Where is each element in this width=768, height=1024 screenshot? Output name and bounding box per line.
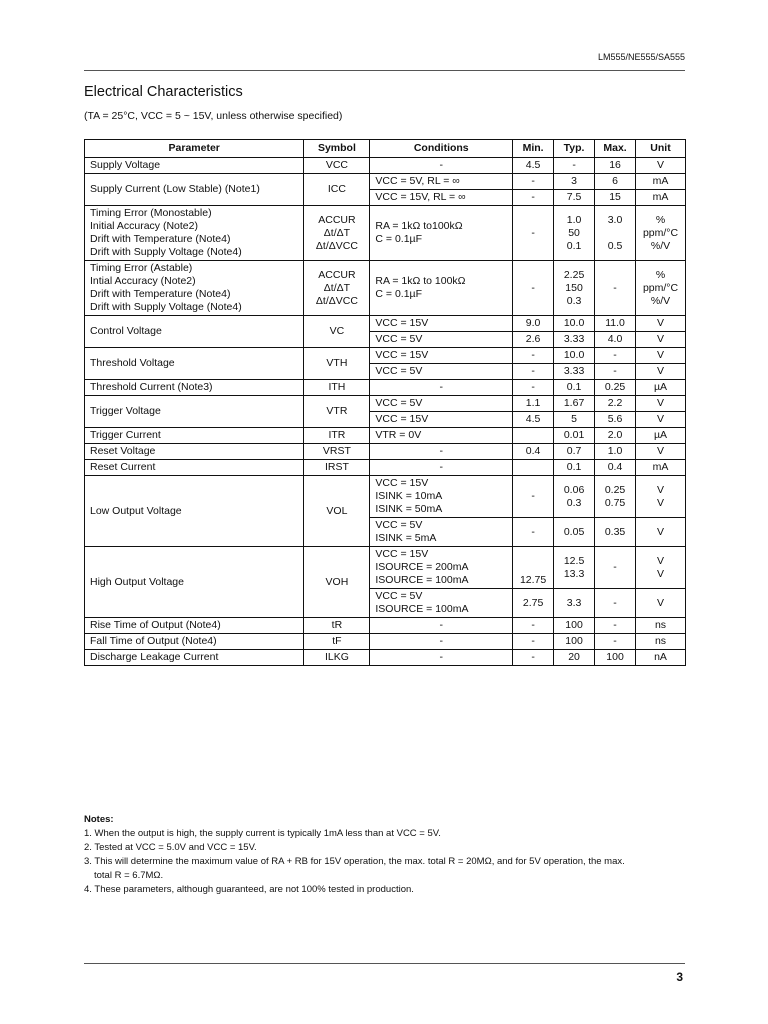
cell-unit: V bbox=[636, 412, 686, 428]
electrical-characteristics-table bbox=[84, 139, 686, 666]
table-row bbox=[85, 174, 686, 190]
cell-typ: 7.5 bbox=[554, 190, 595, 206]
cell-max: - bbox=[595, 634, 636, 650]
table-row bbox=[85, 460, 686, 476]
cell-conditions: VCC = 5V bbox=[370, 332, 513, 348]
cell-unit: µA bbox=[636, 428, 686, 444]
cell-max: 2.2 bbox=[595, 396, 636, 412]
header-rule bbox=[84, 70, 685, 71]
table-row bbox=[85, 316, 686, 332]
cell-max: 16 bbox=[595, 158, 636, 174]
cell-unit: V bbox=[636, 396, 686, 412]
cell-conditions: VCC = 15V, RL = ∞ bbox=[370, 190, 513, 206]
cell-parameter: Supply Voltage bbox=[85, 158, 304, 174]
cell-parameter: Supply Current (Low Stable) (Note1) bbox=[85, 174, 304, 206]
cell-symbol: VTH bbox=[304, 348, 370, 380]
cell-symbol: ITH bbox=[304, 380, 370, 396]
cell-min: 0.4 bbox=[513, 444, 554, 460]
cell-typ: 3 bbox=[554, 174, 595, 190]
cell-min: - bbox=[513, 380, 554, 396]
page-title: Electrical Characteristics bbox=[84, 84, 243, 100]
part-reference: LM555/NE555/SA555 bbox=[597, 52, 685, 62]
cell-conditions: VCC = 5V bbox=[370, 364, 513, 380]
cell-max: 15 bbox=[595, 190, 636, 206]
cell-min: 4.5 bbox=[513, 412, 554, 428]
cell-symbol: ILKG bbox=[304, 650, 370, 666]
cell-min: 9.0 bbox=[513, 316, 554, 332]
cell-max: - bbox=[595, 261, 636, 316]
header-symbol: Symbol bbox=[304, 140, 370, 158]
table-row bbox=[85, 348, 686, 364]
cell-min: - bbox=[513, 190, 554, 206]
cell-symbol: ACCUR Δt/ΔT Δt/ΔVCC bbox=[304, 261, 370, 316]
table-row bbox=[85, 261, 686, 316]
cell-min bbox=[513, 460, 554, 476]
cell-typ: 0.01 bbox=[554, 428, 595, 444]
cell-max: 11.0 bbox=[595, 316, 636, 332]
cell-min: - bbox=[513, 261, 554, 316]
cell-symbol: VCC bbox=[304, 158, 370, 174]
cell-unit: µA bbox=[636, 380, 686, 396]
cell-conditions: VCC = 15V bbox=[370, 412, 513, 428]
header-min: Min. bbox=[513, 140, 554, 158]
cell-symbol: ITR bbox=[304, 428, 370, 444]
cell-typ: 1.67 bbox=[554, 396, 595, 412]
cell-symbol: VRST bbox=[304, 444, 370, 460]
cell-unit: ns bbox=[636, 618, 686, 634]
cell-typ: 10.0 bbox=[554, 316, 595, 332]
cell-conditions: VCC = 15V bbox=[370, 316, 513, 332]
cell-min: - bbox=[513, 364, 554, 380]
cell-parameter: Threshold Voltage bbox=[85, 348, 304, 380]
cell-conditions: - bbox=[370, 618, 513, 634]
cell-min: - bbox=[513, 206, 554, 261]
cell-typ: 10.0 bbox=[554, 348, 595, 364]
cell-min bbox=[513, 428, 554, 444]
cell-typ: 0.06 0.3 bbox=[554, 476, 595, 518]
conditions-line: (TA = 25°C, VCC = 5 ~ 15V, unless otherwise specified) bbox=[84, 110, 343, 122]
table-header-row bbox=[85, 140, 686, 158]
cell-unit: V bbox=[636, 158, 686, 174]
table-row bbox=[85, 476, 686, 518]
cell-max: 0.25 0.75 bbox=[595, 476, 636, 518]
note-3-continued: total R = 6.7MΩ. bbox=[94, 870, 164, 881]
cell-parameter: Reset Voltage bbox=[85, 444, 304, 460]
cell-max: - bbox=[595, 589, 636, 618]
cell-unit: mA bbox=[636, 460, 686, 476]
cell-typ: 20 bbox=[554, 650, 595, 666]
cell-unit: V bbox=[636, 332, 686, 348]
cell-max: 2.0 bbox=[595, 428, 636, 444]
table-row bbox=[85, 634, 686, 650]
cell-conditions: - bbox=[370, 634, 513, 650]
cell-typ: 5 bbox=[554, 412, 595, 428]
cell-parameter: Fall Time of Output (Note4) bbox=[85, 634, 304, 650]
cell-unit: V bbox=[636, 364, 686, 380]
table-row bbox=[85, 158, 686, 174]
cell-unit: V bbox=[636, 444, 686, 460]
cell-typ: 1.0 50 0.1 bbox=[554, 206, 595, 261]
cell-parameter: Trigger Voltage bbox=[85, 396, 304, 428]
cell-max: 0.4 bbox=[595, 460, 636, 476]
header-typ: Typ. bbox=[554, 140, 595, 158]
cell-conditions: VCC = 15V bbox=[370, 348, 513, 364]
cell-min: 4.5 bbox=[513, 158, 554, 174]
cell-min: 12.75 bbox=[513, 547, 554, 589]
cell-max: 6 bbox=[595, 174, 636, 190]
cell-min: 2.75 bbox=[513, 589, 554, 618]
cell-min: 1.1 bbox=[513, 396, 554, 412]
cell-conditions: VTR = 0V bbox=[370, 428, 513, 444]
cell-max: - bbox=[595, 547, 636, 589]
note-1: 1. When the output is high, the supply current is typically 1mA less than at VCC = 5V. bbox=[84, 828, 441, 839]
cell-typ: - bbox=[554, 158, 595, 174]
table-row bbox=[85, 396, 686, 412]
cell-typ: 100 bbox=[554, 618, 595, 634]
cell-conditions: VCC = 5V bbox=[370, 396, 513, 412]
cell-max: - bbox=[595, 618, 636, 634]
cell-typ: 100 bbox=[554, 634, 595, 650]
cell-parameter: Reset Current bbox=[85, 460, 304, 476]
cell-unit: mA bbox=[636, 190, 686, 206]
table-row bbox=[85, 428, 686, 444]
cell-symbol: VTR bbox=[304, 396, 370, 428]
cell-min: - bbox=[513, 618, 554, 634]
cell-conditions: - bbox=[370, 460, 513, 476]
cell-min: - bbox=[513, 348, 554, 364]
cell-parameter: Discharge Leakage Current bbox=[85, 650, 304, 666]
cell-max: 4.0 bbox=[595, 332, 636, 348]
table-row bbox=[85, 650, 686, 666]
cell-conditions: - bbox=[370, 158, 513, 174]
cell-conditions: VCC = 5V ISOURCE = 100mA bbox=[370, 589, 513, 618]
cell-typ: 2.25 150 0.3 bbox=[554, 261, 595, 316]
cell-conditions: VCC = 15V ISINK = 10mA ISINK = 50mA bbox=[370, 476, 513, 518]
cell-parameter: Control Voltage bbox=[85, 316, 304, 348]
cell-unit: V V bbox=[636, 547, 686, 589]
cell-typ: 3.3 bbox=[554, 589, 595, 618]
cell-symbol: ICC bbox=[304, 174, 370, 206]
cell-min: - bbox=[513, 634, 554, 650]
notes-section bbox=[84, 813, 689, 897]
cell-typ: 0.7 bbox=[554, 444, 595, 460]
cell-conditions: VCC = 5V, RL = ∞ bbox=[370, 174, 513, 190]
header-max: Max. bbox=[595, 140, 636, 158]
cell-unit: mA bbox=[636, 174, 686, 190]
cell-conditions: - bbox=[370, 444, 513, 460]
cell-parameter: Timing Error (Monostable) Initial Accuracy (Note2) Drift with Temperature (Note4) Drift with Supply Voltage (Note4) bbox=[85, 206, 304, 261]
cell-conditions: - bbox=[370, 380, 513, 396]
table-row bbox=[85, 380, 686, 396]
cell-max: 0.25 bbox=[595, 380, 636, 396]
cell-typ: 12.5 13.3 bbox=[554, 547, 595, 589]
cell-conditions: VCC = 5V ISINK = 5mA bbox=[370, 518, 513, 547]
cell-unit: V bbox=[636, 348, 686, 364]
cell-conditions: RA = 1kΩ to 100kΩ C = 0.1µF bbox=[370, 261, 513, 316]
header-parameter: Parameter bbox=[85, 140, 304, 158]
cell-min: - bbox=[513, 518, 554, 547]
cell-unit: V bbox=[636, 589, 686, 618]
cell-typ: 0.1 bbox=[554, 460, 595, 476]
cell-parameter: Trigger Current bbox=[85, 428, 304, 444]
cell-parameter: Timing Error (Astable) Intial Accuracy (Note2) Drift with Temperature (Note4) Drift with Supply Voltage (Note4) bbox=[85, 261, 304, 316]
cell-typ: 3.33 bbox=[554, 364, 595, 380]
cell-unit: V V bbox=[636, 476, 686, 518]
note-3: 3. This will determine the maximum value of RA + RB for 15V operation, the max. total R = 20MΩ, and for 5V operation, the max. bbox=[84, 856, 625, 867]
cell-max: 0.35 bbox=[595, 518, 636, 547]
cell-max: - bbox=[595, 364, 636, 380]
cell-unit: % ppm/°C %/V bbox=[636, 206, 686, 261]
cell-symbol: ACCUR Δt/ΔT Δt/ΔVCC bbox=[304, 206, 370, 261]
cell-parameter: Rise Time of Output (Note4) bbox=[85, 618, 304, 634]
table-row bbox=[85, 444, 686, 460]
table-row bbox=[85, 618, 686, 634]
cell-typ: 0.1 bbox=[554, 380, 595, 396]
table-row bbox=[85, 547, 686, 589]
cell-symbol: VC bbox=[304, 316, 370, 348]
cell-typ: 3.33 bbox=[554, 332, 595, 348]
cell-conditions: VCC = 15V ISOURCE = 200mA ISOURCE = 100mA bbox=[370, 547, 513, 589]
cell-unit: % ppm/°C %/V bbox=[636, 261, 686, 316]
cell-unit: ns bbox=[636, 634, 686, 650]
cell-symbol: IRST bbox=[304, 460, 370, 476]
cell-min: 2.6 bbox=[513, 332, 554, 348]
cell-min: - bbox=[513, 650, 554, 666]
cell-symbol: tR bbox=[304, 618, 370, 634]
cell-min: - bbox=[513, 476, 554, 518]
cell-symbol: VOH bbox=[304, 547, 370, 618]
note-4: 4. These parameters, although guaranteed, are not 100% tested in production. bbox=[84, 884, 414, 895]
notes-title: Notes: bbox=[84, 814, 114, 825]
table-row bbox=[85, 206, 686, 261]
cell-unit: V bbox=[636, 518, 686, 547]
cell-parameter: Threshold Current (Note3) bbox=[85, 380, 304, 396]
cell-conditions: RA = 1kΩ to100kΩ C = 0.1µF bbox=[370, 206, 513, 261]
note-2: 2. Tested at VCC = 5.0V and VCC = 15V. bbox=[84, 842, 257, 853]
cell-parameter: Low Output Voltage bbox=[85, 476, 304, 547]
cell-max: 1.0 bbox=[595, 444, 636, 460]
cell-conditions: - bbox=[370, 650, 513, 666]
cell-typ: 0.05 bbox=[554, 518, 595, 547]
cell-max: - bbox=[595, 348, 636, 364]
cell-max: 3.0 0.5 bbox=[595, 206, 636, 261]
cell-symbol: VOL bbox=[304, 476, 370, 547]
cell-unit: nA bbox=[636, 650, 686, 666]
cell-unit: V bbox=[636, 316, 686, 332]
footer-rule bbox=[84, 963, 685, 964]
cell-max: 5.6 bbox=[595, 412, 636, 428]
header-conditions: Conditions bbox=[370, 140, 513, 158]
cell-symbol: tF bbox=[304, 634, 370, 650]
cell-max: 100 bbox=[595, 650, 636, 666]
header-unit: Unit bbox=[636, 140, 686, 158]
cell-min: - bbox=[513, 174, 554, 190]
page-number: 3 bbox=[676, 970, 683, 984]
cell-parameter: High Output Voltage bbox=[85, 547, 304, 618]
